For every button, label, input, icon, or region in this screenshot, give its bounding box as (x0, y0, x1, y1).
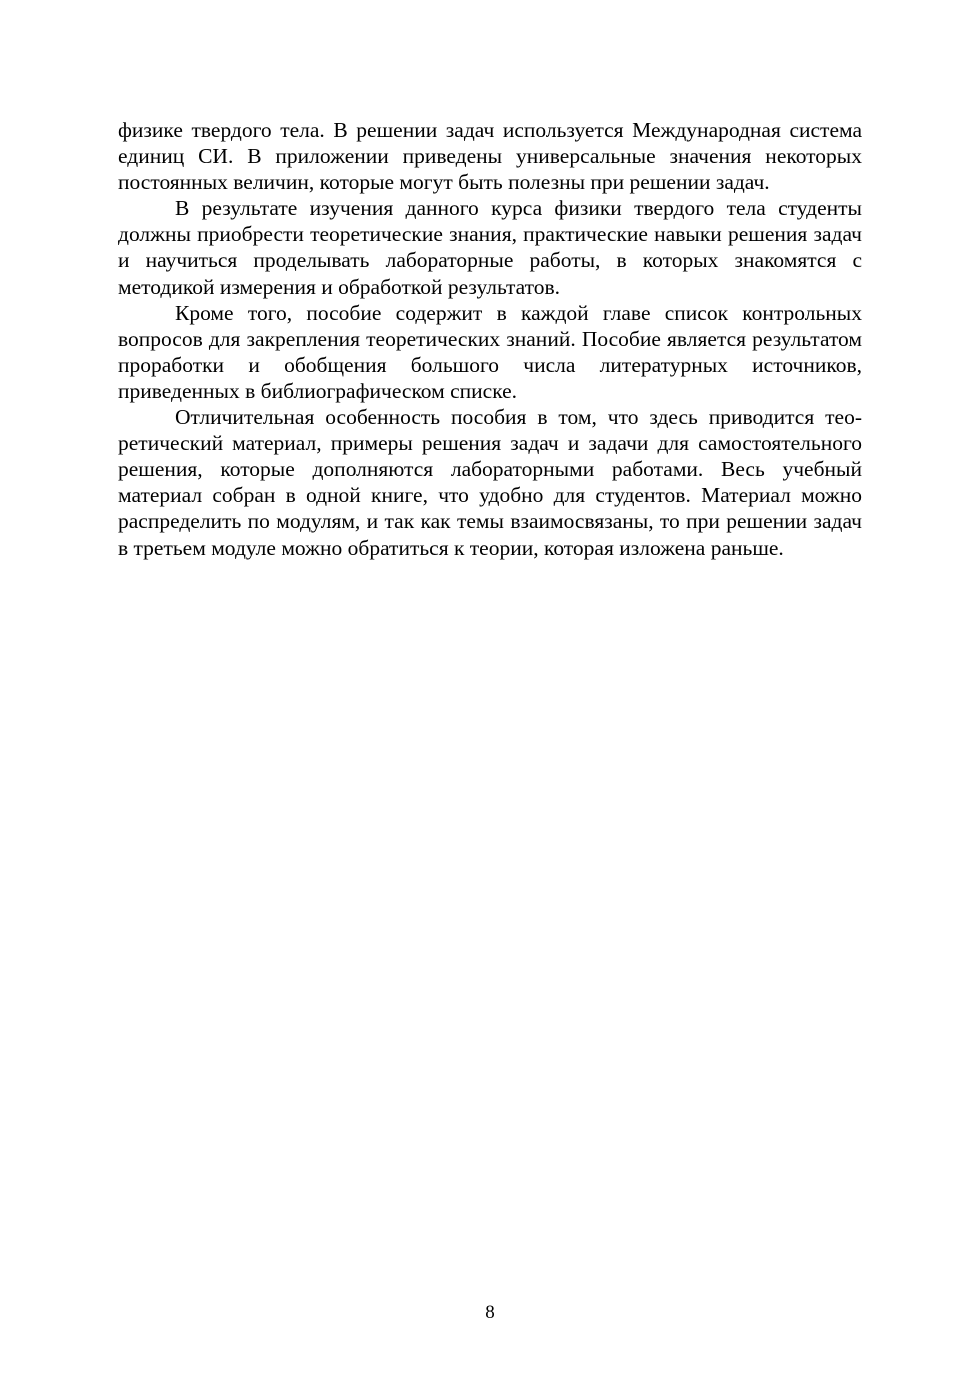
page-number: 8 (485, 1302, 495, 1323)
paragraph-continuation: физике твердого тела. В решении задач используется Международная система единиц СИ. В приложении приведены универсальные значения некоторых постоянных величин, которые могут быть полезны при решении задач. (118, 118, 862, 195)
paragraph-distinctive-feature: Отличительная особенность пособия в том, что здесь приводится теоретический материал, примеры решения задач и задачи для самостоятельного решения, которые дополняются лабораторными работами. Весь учебный материал собран в одной книге, что удобно для студентов. Материал можно распределить по модулям, и так как темы взаимосвязаны, то при решении задач в третьем модуле можно обратиться к теории, которая изложена раньше. (118, 405, 862, 560)
paragraph-control-questions: Кроме того, пособие содержит в каждой главе список контрольных вопросов для закрепления теоретических знаний. Пособие является результатом проработки и обобщения большого числа литературных источников, приведенных в библиографическом списке. (118, 300, 862, 403)
page-body (118, 117, 862, 561)
paragraph-study-results: В результате изучения данного курса физики твердого тела студенты должны приобрести теоретические знания, практические навыки решения задач и научиться проделывать лабораторные работы, в которых знакомятся с методикой измерения и обработкой результатов. (118, 196, 862, 299)
